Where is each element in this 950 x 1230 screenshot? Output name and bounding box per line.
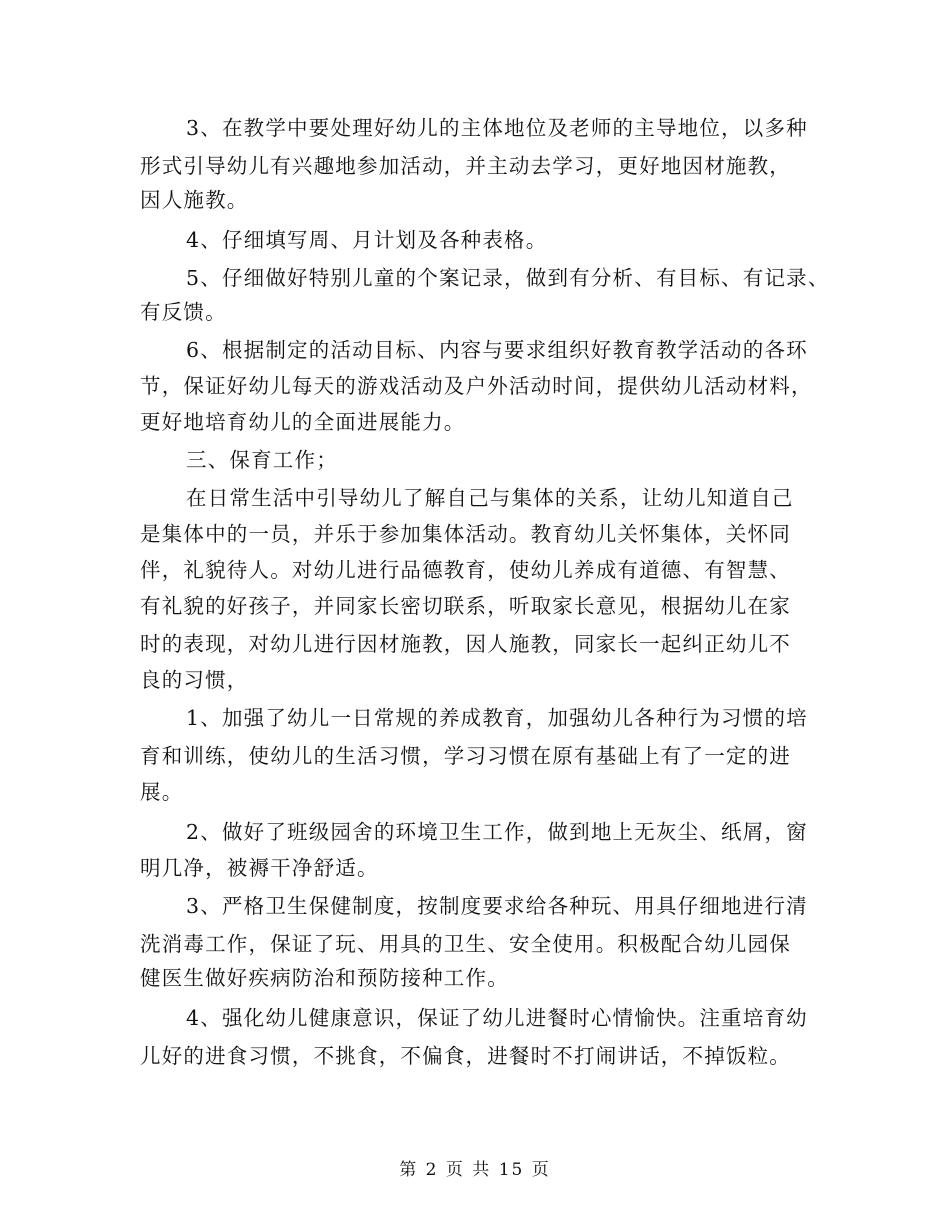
text-line: 1、加强了幼儿一日常规的养成教育，加强幼儿各种行为习惯的培 [186, 706, 808, 730]
text-line: 是集体中的一员，并乐于参加集体活动。教育幼儿关怀集体，关怀同 [140, 522, 791, 546]
text-line: 明几净，被褥干净舒适。 [140, 856, 379, 880]
text-line: 有反馈。 [140, 300, 227, 324]
text-line: 2、做好了班级园舍的环境卫生工作，做到地上无灰尘、纸屑，窗 [186, 820, 808, 844]
text-line: 4、强化幼儿健康意识，保证了幼儿进餐时心情愉快。注重培育幼 [186, 1006, 808, 1030]
text-line: 4、仔细填写周、月计划及各种表格。 [186, 228, 548, 252]
text-line: 伴，礼貌待人。对幼儿进行品德教育，使幼儿养成有道德、有智慧、 [140, 558, 791, 582]
text-line: 因人施教。 [140, 188, 249, 212]
section-heading: 三、保育工作； [186, 448, 338, 472]
text-line: 儿好的进食习惯，不挑食，不偏食，进餐时不打闹讲话，不掉饭粒。 [140, 1044, 791, 1068]
text-line: 育和训练，使幼儿的生活习惯，学习习惯在原有基础上有了一定的进 [140, 744, 791, 768]
text-line: 3、严格卫生保健制度，按制度要求给各种玩、用具仔细地进行清 [186, 894, 808, 918]
text-line: 良的习惯， [140, 668, 249, 692]
text-line: 展。 [140, 780, 184, 804]
text-line: 在日常生活中引导幼儿了解自己与集体的关系，让幼儿知道自己 [186, 486, 794, 510]
text-line: 洗消毒工作，保证了玩、用具的卫生、安全使用。积极配合幼儿园保 [140, 932, 791, 956]
page-number-footer: 第 2 页 共 15 页 [399, 1160, 551, 1180]
text-line: 节，保证好幼儿每天的游戏活动及户外活动时间，提供幼儿活动材料， [140, 374, 813, 398]
text-line: 形式引导幼儿有兴趣地参加活动，并主动去学习，更好地因材施教， [140, 154, 791, 178]
text-line: 5、仔细做好特别儿童的个案记录，做到有分析、有目标、有记录、 [186, 266, 830, 290]
text-line: 更好地培育幼儿的全面进展能力。 [140, 410, 466, 434]
text-line: 时的表现，对幼儿进行因材施教，因人施教，同家长一起纠正幼儿不 [140, 632, 791, 656]
text-line: 健医生做好疾病防治和预防接种工作。 [140, 966, 509, 990]
text-line: 3、在教学中要处理好幼儿的主体地位及老师的主导地位，以多种 [186, 116, 808, 140]
text-line: 6、根据制定的活动目标、内容与要求组织好教育教学活动的各环 [186, 338, 808, 362]
text-line: 有礼貌的好孩子，并同家长密切联系，听取家长意见，根据幼儿在家 [140, 594, 791, 618]
